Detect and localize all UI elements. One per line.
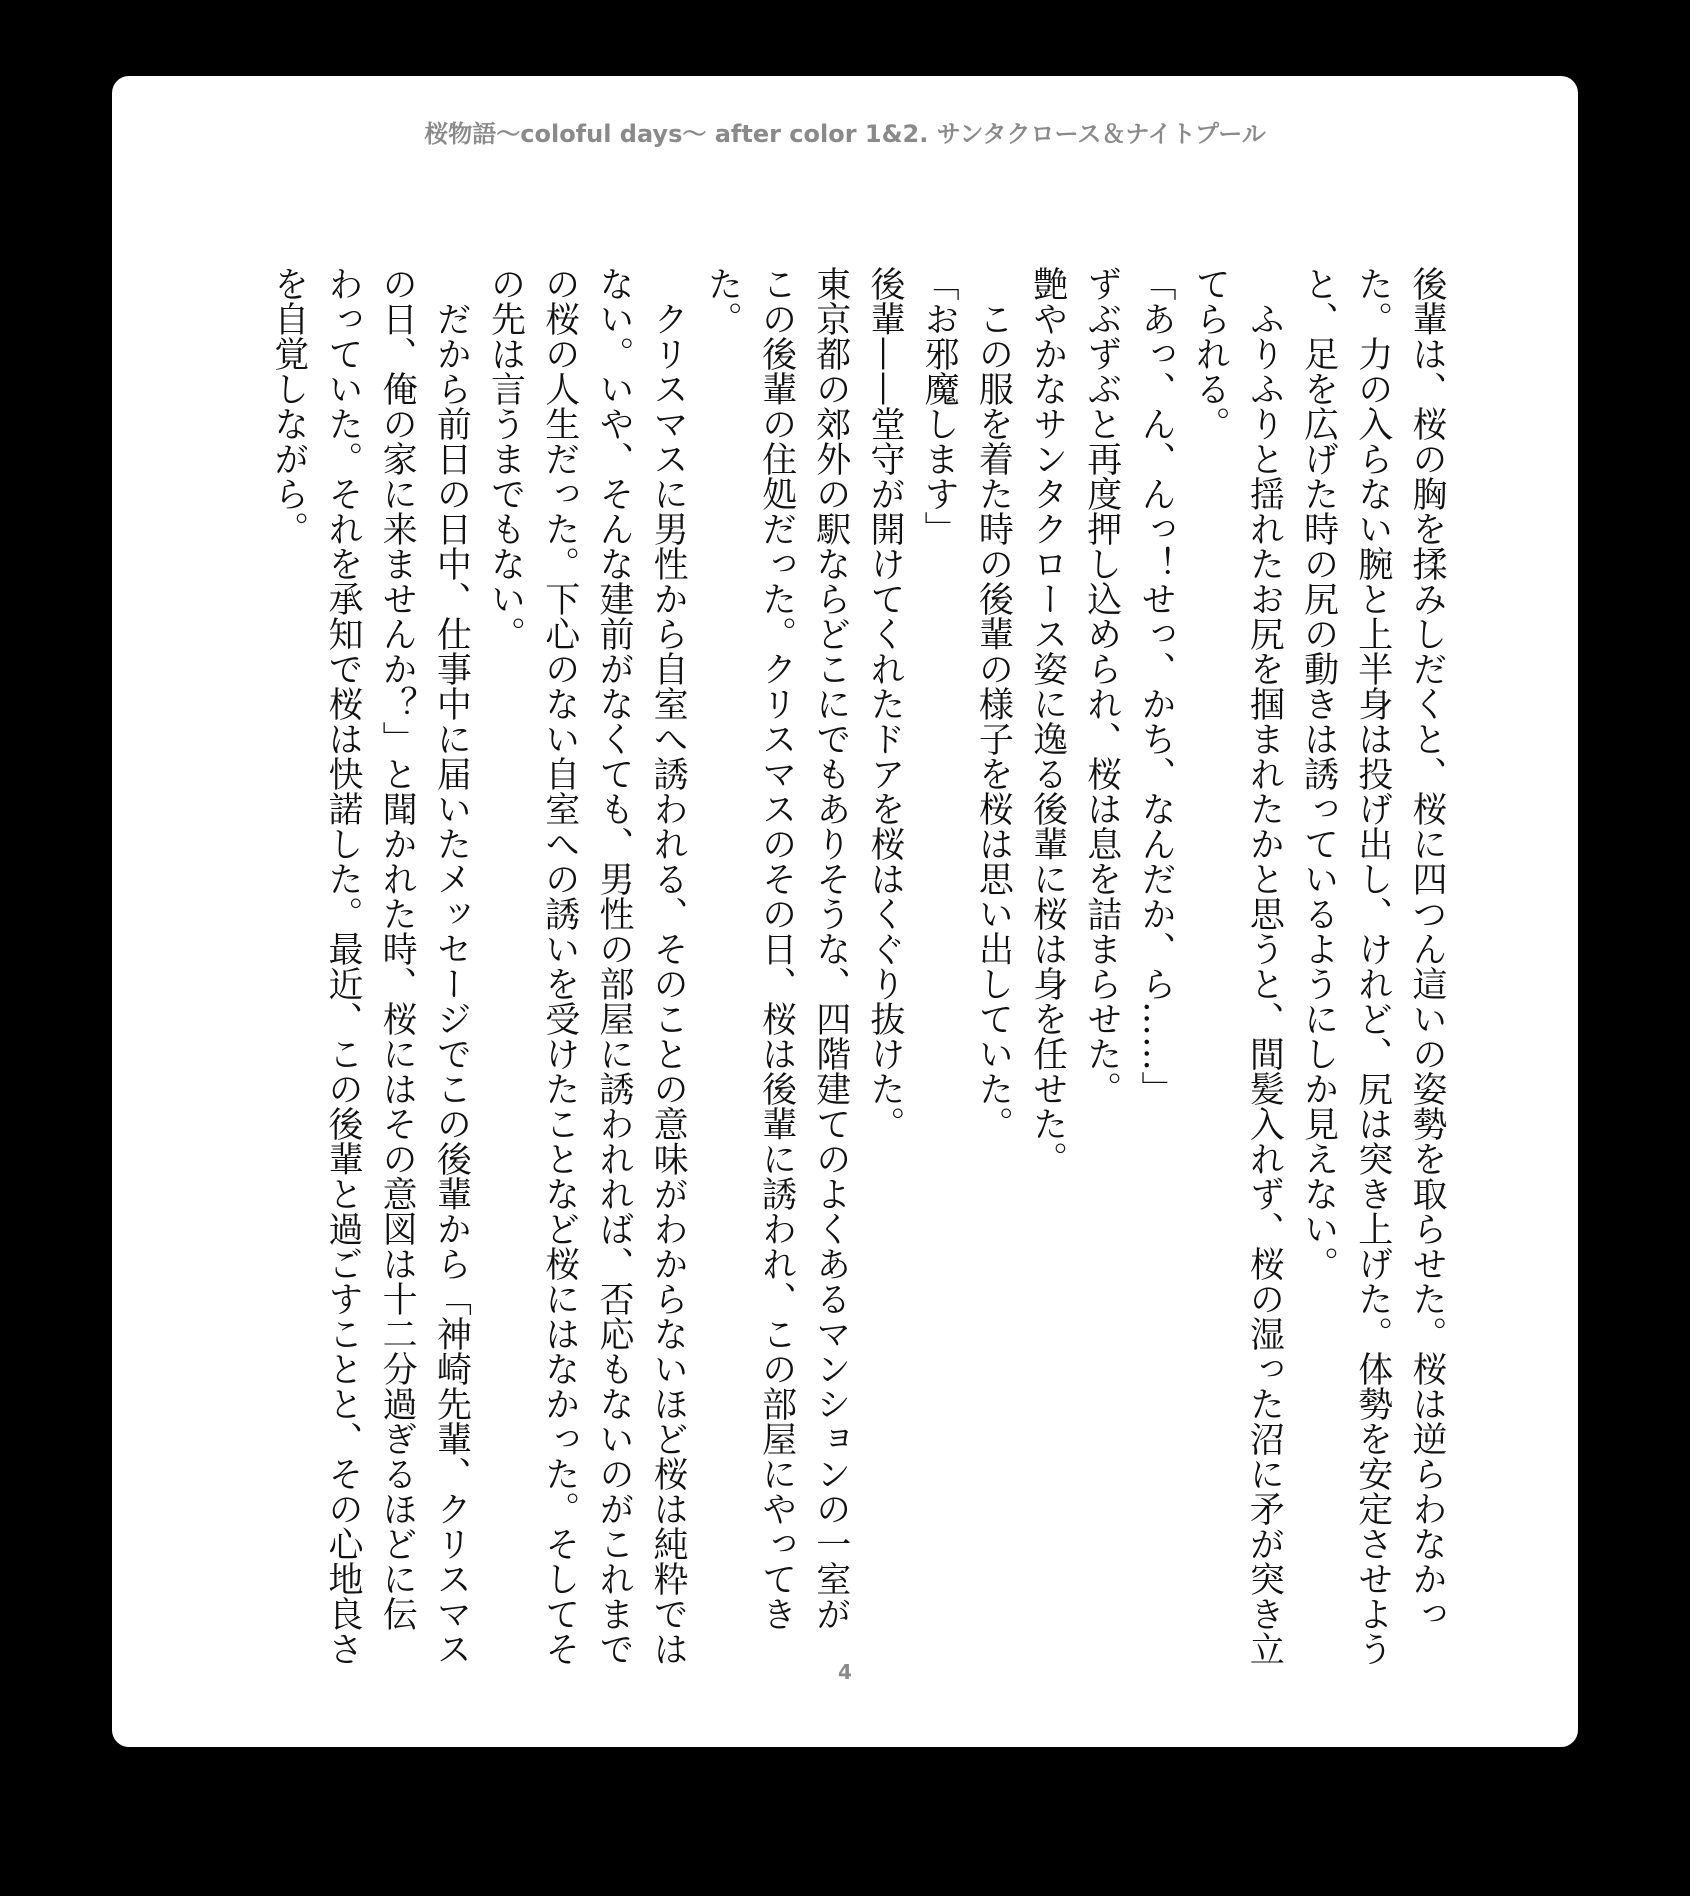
page-number: 4: [838, 1660, 852, 1684]
text-line: 「あっ、ん、んっ！せっ、かち、なんだか、ら……」: [1135, 266, 1176, 1106]
text-line: 後輩——堂守が開けてくれたドアを桜はくぐり抜けた。: [864, 266, 905, 1141]
text-line: ふりふりと揺れたお尻を掴まれたかと思うと、間髪入れず、桜の湿った沼に矛が突き立: [1244, 266, 1285, 1666]
text-line: と、足を広げた時の尻の動きは誘っているようにしか見えない。: [1298, 266, 1339, 1281]
text-line: を自覚しながら。: [268, 266, 309, 546]
text-line: 東京都の郊外の駅ならどこにでもありそうな、四階建てのよくあるマンションの一室が: [810, 266, 851, 1631]
text-line: 後輩は、桜の胸を揉みしだくと、桜に四つん這いの姿勢を取らせた。桜は逆らわなかっ: [1407, 266, 1447, 1631]
text-line: 「お邪魔します」: [919, 266, 960, 546]
text-line: クリスマスに男性から自室へ誘われる、そのことの意味がわからないほど桜は純粋では: [648, 266, 689, 1666]
book-title: 桜物語〜coloful days〜 after color 1&2. サンタクロース＆ナイトプール: [424, 120, 1266, 148]
text-line: この服を着た時の後輩の様子を桜は思い出していた。: [973, 266, 1014, 1141]
vertical-text-body: [262, 266, 1454, 1666]
page-card: [112, 76, 1578, 1747]
text-line: た。: [702, 266, 743, 336]
text-line: ない。いや、そんな建前がなくても、男性の部屋に誘われれば、否応もないのがこれまで: [593, 266, 634, 1666]
text-line: の桜の人生だった。下心のない自室への誘いを受けたことなど桜にはなかった。そしてそ: [539, 266, 580, 1666]
text-line: 艶やかなサンタクロース姿に逸る後輩に桜は身を任せた。: [1027, 266, 1068, 1176]
text-line: てられる。: [1190, 266, 1231, 441]
text-line: この後輩の住処だった。クリスマスのその日、桜は後輩に誘われ、この部屋にやってき: [756, 266, 797, 1631]
text-line: の日、俺の家に来ませんか？」と聞かれた時、桜にはその意図は十二分過ぎるほどに伝: [377, 266, 418, 1631]
text-line: の先は言うまでもない。: [485, 266, 526, 651]
text-line: た。力の入らない腕と上半身は投げ出し、けれど、尻は突き上げた。体勢を安定させよう: [1352, 266, 1393, 1666]
text-line: わっていた。それを承知で桜は快諾した。最近、この後輩と過ごすことと、その心地良さ: [322, 266, 363, 1666]
text-line: ずぶずぶと再度押し込められ、桜は息を詰まらせた。: [1081, 266, 1122, 1106]
text-line: だから前日の日中、仕事中に届いたメッセージでこの後輩から「神崎先輩、クリスマス: [431, 266, 472, 1666]
